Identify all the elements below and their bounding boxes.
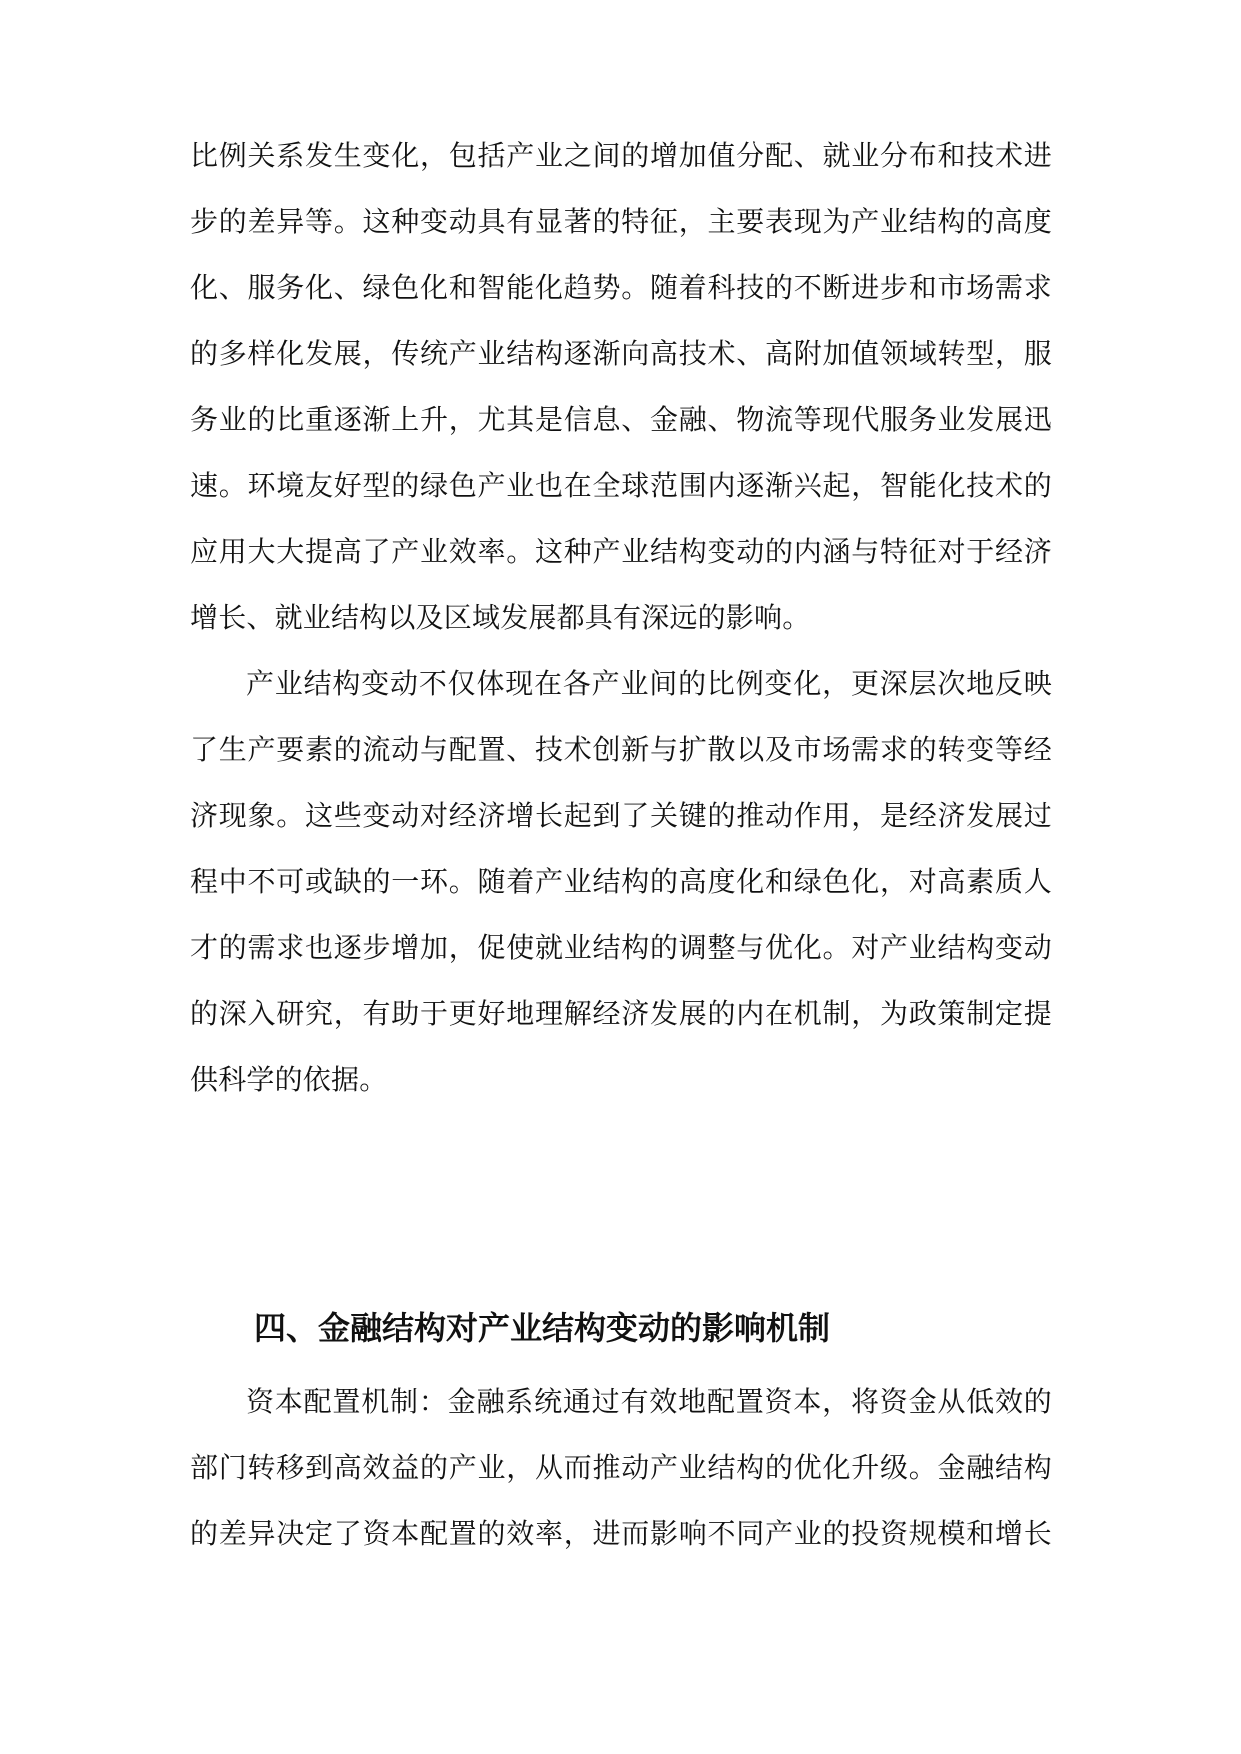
- text-line: 的深入研究，有助于更好地理解经济发展的内在机制，为政策制定提: [190, 997, 1052, 1030]
- text-line: 化、服务化、绿色化和智能化趋势。随着科技的不断进步和市场需求: [190, 271, 1052, 304]
- text-line: 程中不可或缺的一环。随着产业结构的高度化和绿色化，对高素质人: [190, 865, 1052, 898]
- text-line: 部门转移到高效益的产业，从而推动产业结构的优化升级。金融结构: [190, 1451, 1052, 1484]
- text-line: 才的需求也逐步增加，促使就业结构的调整与优化。对产业结构变动: [190, 931, 1052, 964]
- section-heading: 四、金融结构对产业结构变动的影响机制: [254, 1309, 831, 1347]
- text-line: 供科学的依据。: [190, 1063, 388, 1096]
- text-line: 应用大大提高了产业效率。这种产业结构变动的内涵与特征对于经济: [190, 535, 1052, 568]
- text-line: 了生产要素的流动与配置、技术创新与扩散以及市场需求的转变等经: [190, 733, 1052, 766]
- text-line: 务业的比重逐渐上升，尤其是信息、金融、物流等现代服务业发展迅: [190, 403, 1052, 436]
- text-line: 产业结构变动不仅体现在各产业间的比例变化，更深层次地反映: [246, 667, 1052, 700]
- text-line: 增长、就业结构以及区域发展都具有深远的影响。: [190, 601, 811, 634]
- text-line: 步的差异等。这种变动具有显著的特征，主要表现为产业结构的高度: [190, 205, 1052, 238]
- text-line: 的多样化发展，传统产业结构逐渐向高技术、高附加值领域转型，服: [190, 337, 1052, 370]
- text-line: 的差异决定了资本配置的效率，进而影响不同产业的投资规模和增长: [190, 1517, 1052, 1550]
- text-line: 比例关系发生变化，包括产业之间的增加值分配、就业分布和技术进: [190, 139, 1052, 172]
- text-line: 济现象。这些变动对经济增长起到了关键的推动作用，是经济发展过: [190, 799, 1052, 832]
- text-line: 速。环境友好型的绿色产业也在全球范围内逐渐兴起，智能化技术的: [190, 469, 1052, 502]
- text-line: 资本配置机制：金融系统通过有效地配置资本，将资金从低效的: [246, 1385, 1052, 1418]
